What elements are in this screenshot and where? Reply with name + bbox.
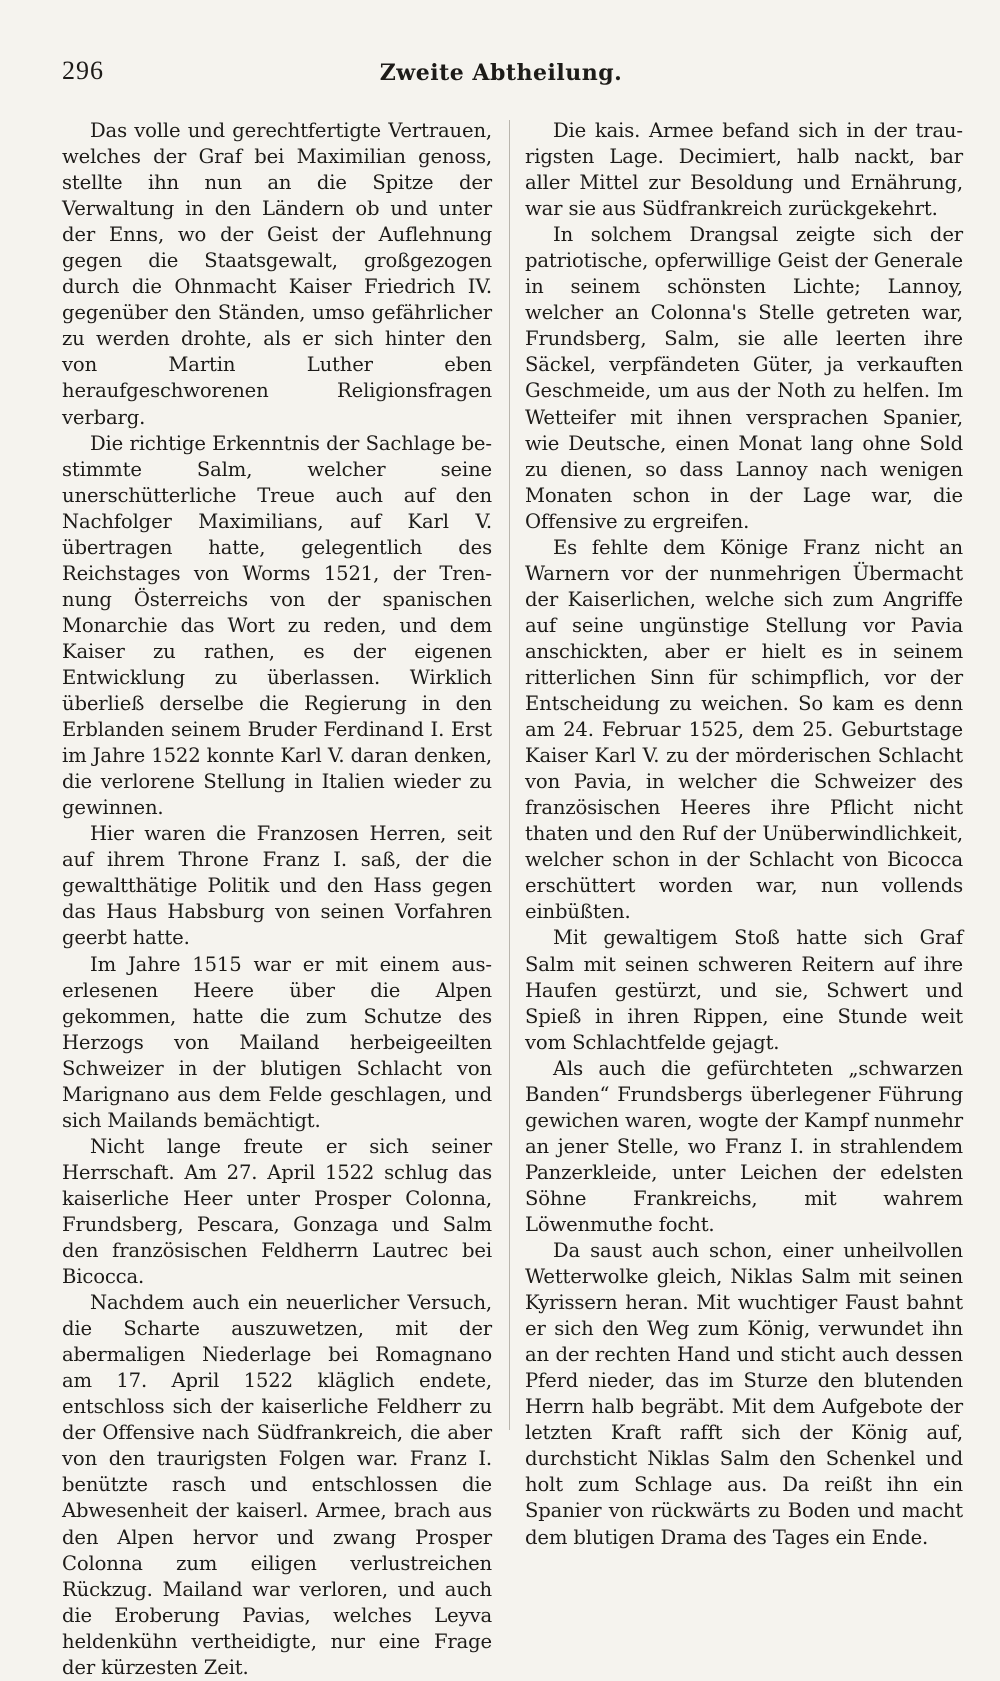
left-column xyxy=(62,118,492,1681)
paragraph: Nicht lange freute er sich seiner Herrschaft. Am 27. April 1522 schlug das kaiserliche Heer unter Prosper Colonna, Frundsberg, Pescara, Gonzaga und Salm den französischen Feldherrn Lautrec bei Bicocca. xyxy=(62,1134,492,1289)
paragraph: Da saust auch schon, einer unheilvollen Wetterwolke gleich, Niklas Salm mit seinen Kyrissern heran. Mit wuchtiger Faust bahnt er sich den Weg zum König, verwundet ihn an der rechten Hand und sticht auch dessen Pferd nieder, das im Sturze den blutenden Herrn halb begräbt. Mit dem Aufgebote der letzten Kraft rafft sich der König auf, durchsticht Niklas Salm den Schenkel und holt zum Schlage aus. Da reißt ihn ein Spanier von rückwärts zu Boden und macht dem blutigen Drama des Tages ein Ende. xyxy=(525,1239,963,1549)
paragraph: Hier waren die Franzosen Herren, seit auf ihrem Throne Franz I. saß, der die gewaltthätige Politik und den Hass gegen das Haus Habsburg von seinen Vorfahren geerbt hatte. xyxy=(62,822,492,950)
paragraph: Es fehlte dem Könige Franz nicht an Warnern vor der nunmehrigen Übermacht der Kaiserlichen, welche sich zum Angriffe auf seine ungünstige Stellung vor Pavia anschickten, aber er hielt es in seinem ritterlichen Sinn für schimpflich, vor der Entscheidung zu weichen. So kam es denn am 24. Februar 1525, dem 25. Geburtstage Kaiser Karl V. zu der mörderischen Schlacht von Pavia, in welcher die Schweizer des französischen Heeres ihre Pflicht nicht thaten und den Ruf der Unüberwindlichkeit, welcher schon in der Schlacht von Bicocca erschüttert worden war, nun vollends einbüßten. xyxy=(525,535,963,924)
right-column xyxy=(525,118,963,1551)
running-title: Zweite Abtheilung. xyxy=(379,60,623,86)
paragraph: Als auch die gefürchteten „schwarzen Banden“ Frundsbergs überlegener Führung gewichen waren, wogte der Kampf nunmehr an jener Stelle, wo Franz I. in strahlendem Panzerkleide, unter Leichen der edelsten Söhne Frankreichs, mit wahrem Löwenmuthe focht. xyxy=(525,1056,963,1236)
paragraph: Die richtige Erkenntnis der Sachlage bestimmte Salm, welcher seine unerschütterliche Treue auch auf den Nachfolger Maximilians, auf Karl V. übertragen hatte, gelegentlich des Reichstages von Worms 1521, der Trennung Österreichs von der spanischen Monarchie das Wort zu reden, und dem Kaiser zu rathen, es der eigenen Entwicklung zu überlassen. Wirklich überließ derselbe die Regierung in den Erblanden seinem Bruder Ferdinand I. Erst im Jahre 1522 konnte Karl V. daran denken, die verlorene Stellung in Italien wieder zu gewinnen. xyxy=(62,431,492,820)
paragraph: Nachdem auch ein neuerlicher Versuch, die Scharte auszuwetzen, mit der abermaligen Niederlage bei Romagnano am 17. April 1522 kläglich endete, entschloss sich der kaiserliche Feldherr zu der Offensive nach Südfrankreich, die aber von den traurigsten Folgen war. Franz I. benützte rasch und entschlossen die Abwesenheit der kaiserl. Armee, brach aus den Alpen hervor und zwang Prosper Colonna zum eiligen verlustreichen Rückzug. Mailand war verloren, und auch die Eroberung Pavias, welches Leyva heldenkühn vertheidigte, nur eine Frage der kürzesten Zeit. xyxy=(62,1291,492,1679)
paragraph: Die kais. Armee befand sich in der traurigsten Lage. Decimiert, halb nackt, bar aller Mittel zur Besoldung und Ernährung, war sie aus Südfrankreich zurückgekehrt. xyxy=(525,119,963,221)
column-divider xyxy=(509,120,510,1430)
page-header xyxy=(62,56,940,96)
paragraph: Mit gewaltigem Stoß hatte sich Graf Salm mit seinen schweren Reitern auf ihre Haufen gestürzt, und sie, Schwert und Spieß in ihren Rippen, eine Stunde weit vom Schlachtfelde gejagt. xyxy=(525,926,963,1054)
page-number: 296 xyxy=(62,56,104,85)
paragraph: Das volle und gerechtfertigte Vertrauen, welches der Graf bei Maximilian genoss, stellte ihn nun an die Spitze der Verwaltung in den Ländern ob und unter der Enns, wo der Geist der Auflehnung gegen die Staatsgewalt, großgezogen durch die Ohnmacht Kaiser Friedrich IV. gegenüber den Ständen, umso gefährlicher zu werden drohte, als er sich hinter den von Martin Luther eben heraufgeschworenen Religionsfragen verbarg. xyxy=(62,119,492,429)
paragraph: In solchem Drangsal zeigte sich der patriotische, opferwillige Geist der Generale in seinem schönsten Lichte; Lannoy, welcher an Colonna's Stelle getreten war, Frundsberg, Salm, sie alle leerten ihre Säckel, verpfändeten Güter, ja verkauften Geschmeide, um aus der Noth zu helfen. Im Wetteifer mit ihnen versprachen Spanier, wie Deutsche, einen Monat lang ohne Sold zu dienen, so dass Lannoy nach wenigen Monaten schon in der Lage war, die Offensive zu ergreifen. xyxy=(525,223,963,533)
paragraph: Im Jahre 1515 war er mit einem auserlesenen Heere über die Alpen gekommen, hatte die zum Schutze des Herzogs von Mailand herbeigeeilten Schweizer in der blutigen Schlacht von Marignano aus dem Felde geschlagen, und sich Mailands bemächtigt. xyxy=(62,952,492,1132)
